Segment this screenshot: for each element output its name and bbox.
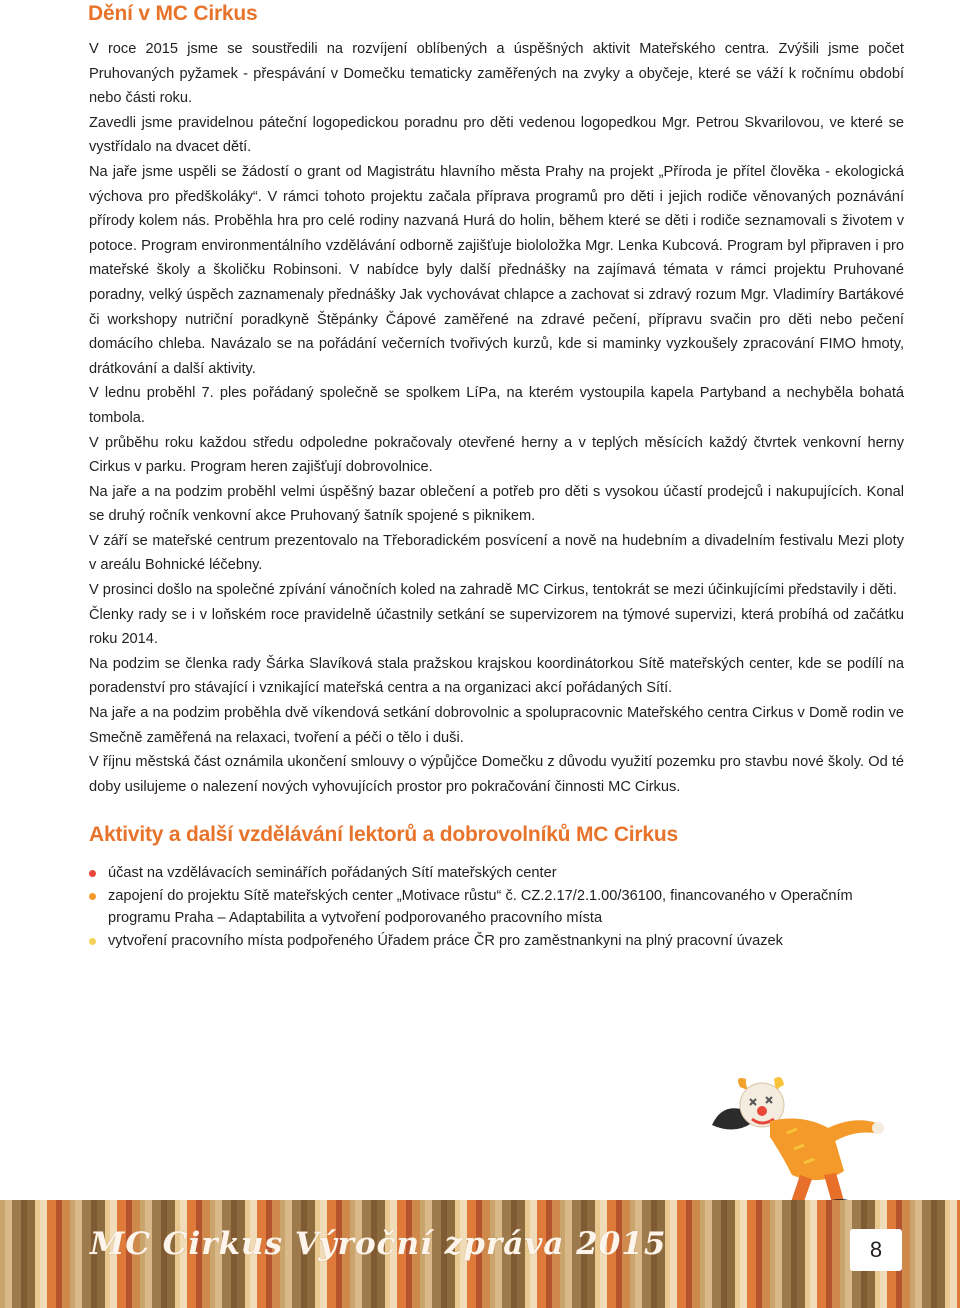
- stripe: [21, 1200, 27, 1308]
- paragraph: V roce 2015 jsme se soustředili na rozvíjení oblíbených a úspěšných aktivit Mateřského centra. Zvýšili jsme počet Pruhovaných pyžamek - přespávání v Domečku tematicky zaměřených na zvyky a obyčeje, které se váží k ročnímu období nebo části roku.: [89, 41, 904, 107]
- footer-title: MC Cirkus Výroční zpráva 2015: [90, 1226, 667, 1262]
- stripe: [826, 1200, 832, 1308]
- list-item: [89, 862, 904, 885]
- paragraph: Na jaře a na podzim proběhl velmi úspěšný bazar oblečení a potřeb pro děti s vysokou účastí prodejců i nakupujících. Konal se druhý ročník venkovní akce Pruhovaný šatník spojené s piknikem.: [89, 483, 904, 525]
- paragraph: V říjnu městská část oznámila ukončení smlouvy o výpůjčce Domečku z důvodu využití pozemku pro stavbu nové školy. Od té doby usilujeme o nalezení nových vyhovujících prostor pro pokračování činnosti MC Cirkus.: [89, 754, 904, 795]
- stripe: [35, 1200, 40, 1308]
- activity-list: [89, 862, 904, 952]
- stripe: [27, 1200, 35, 1308]
- stripe: [950, 1200, 957, 1308]
- stripe: [762, 1200, 770, 1308]
- list-item: [89, 930, 904, 953]
- paragraph: V průběhu roku každou středu odpoledne pokračovaly otevřené herny a v teplých měsících každý čtvrtek venkovní herny Cirkus v parku. Program heren zajišťují dobrovolnice.: [89, 434, 904, 476]
- paragraph: V září se mateřské centrum prezentovalo na Třeboradickém posvícení a nově na hudebním a divadelním festivalu Mezi ploty v areálu Bohnické léčebny.: [89, 532, 904, 574]
- page-number: 8: [850, 1229, 902, 1271]
- stripe: [756, 1200, 762, 1308]
- list-item-text: zapojení do projektu Sítě mateřských center „Motivace růstu“ č. CZ.2.17/2.1.00/36100, financovaného v Operačním programu Praha – Adaptabilita a vytvoření podporovaného pracovního místa: [108, 887, 853, 927]
- stripe: [721, 1200, 727, 1308]
- stripe: [770, 1200, 775, 1308]
- bullet-dot-icon: [89, 870, 96, 877]
- paragraph: V lednu proběhl 7. ples pořádaný společně se spolkem LíPa, na kterém vystoupila kapela Partyband a nechyběla bohatá tombola.: [89, 385, 904, 426]
- stripe: [922, 1200, 931, 1308]
- stripe: [832, 1200, 840, 1308]
- stripe: [62, 1200, 70, 1308]
- section-title-deni: Dění v MC Cirkus: [88, 2, 258, 25]
- stripe: [56, 1200, 62, 1308]
- stripe: [70, 1200, 75, 1308]
- stripe: [0, 1200, 5, 1308]
- paragraph: Členky rady se i v loňském roce pravidelně účastnily setkání se supervizorem na týmové supervizi, která probíhá od začátku roku 2014.: [89, 606, 904, 648]
- stripe: [692, 1200, 700, 1308]
- stripe: [686, 1200, 692, 1308]
- stripe: [791, 1200, 797, 1308]
- bullet-dot-icon: [89, 893, 96, 900]
- stripe: [712, 1200, 721, 1308]
- paragraph: V prosinci došlo na společné zpívání vánočních koled na zahradě MC Cirkus, tentokrát se mezi účinkujícími představily i děti.: [89, 582, 897, 599]
- stripe: [931, 1200, 937, 1308]
- stripe: [910, 1200, 915, 1308]
- list-item-text: účast na vzdělávacích seminářích pořádaných Sítí mateřských center: [108, 865, 557, 881]
- stripe: [700, 1200, 705, 1308]
- stripe: [840, 1200, 845, 1308]
- stripe: [805, 1200, 810, 1308]
- stripe: [810, 1200, 817, 1308]
- paragraph: Na jaře jsme uspěli se žádostí o grant od Magistrátu hlavního města Prahy na projekt „Příroda je přítel člověka - ekologická výchova pro předškoláky“. V rámci tohoto projektu začala příprava programů pro děti i jejich rodiče věnovaných poznávání přírody kolem nás. Proběhla hra pro celé rodiny nazvaná Hurá do holin, během které se děti i rodiče seznamovali s životem v potoce. Program environmentálního vzdělávání odborně zajišťuje biololožka Mgr. Lenka Kubcová. Program byl připraven i pro mateřské školy a školičku Robinsoni. V nabídce byly další přednášky na zajímavá témata v rámci projektu Pruhované poradny, velký úspěch zaznamenaly přednášky Jak vychovávat chlapce a zachovat si zdravý rozum Mgr. Vladimíry Bartákové či workshopy nutriční poradkyně Štěpánky Čápové zaměřené na zdravé pečení, přípravu svačin pro děti nebo pečení domácího chleba. Navázalo se na pořádání večerních tvořivých kurzů, kde si maminky vyzkoušely zpracování FIMO hmoty, drátkování a další aktivity.: [89, 163, 904, 377]
- stripe: [740, 1200, 747, 1308]
- stripe: [727, 1200, 735, 1308]
- stripe: [747, 1200, 756, 1308]
- stripe: [677, 1200, 686, 1308]
- stripe: [47, 1200, 56, 1308]
- stripe: [735, 1200, 740, 1308]
- stripe: [40, 1200, 47, 1308]
- stripe: [937, 1200, 945, 1308]
- stripe: [817, 1200, 826, 1308]
- stripe: [75, 1200, 82, 1308]
- stripe: [915, 1200, 922, 1308]
- list-item: [89, 885, 904, 930]
- stripe: [902, 1200, 910, 1308]
- stripe: [5, 1200, 12, 1308]
- paragraph: Na podzim se členka rady Šárka Slavíková stala pražskou krajskou koordinátorkou Sítě mateřských center, kde se podílí na poradenství pro stávající i vznikající mateřská centra a na organizaci akcí pořádaných Sítí.: [89, 655, 904, 697]
- stripe: [12, 1200, 21, 1308]
- section-title-aktivity: Aktivity a další vzdělávání lektorů a dobrovolníků MC Cirkus: [89, 823, 678, 846]
- paragraph: Na jaře a na podzim proběhla dvě víkendová setkání dobrovolnic a spolupracovnic Mateřského centra Cirkus v Domě rodin ve Smečně zaměřená na relaxaci, tvoření a péči o tělo i duši.: [89, 705, 904, 746]
- list-item-text: vytvoření pracovního místa podpořeného Úřadem práce ČR pro zaměstnankyni na plný pracovní úvazek: [108, 932, 783, 949]
- stripe: [705, 1200, 712, 1308]
- paragraph: Zavedli jsme pravidelnou páteční logopedickou poradnu pro děti vedenou logopedkou Mgr. Petrou Skvarilovou, ve které se vystřídalo na dvacet dětí.: [89, 114, 904, 156]
- stripe: [945, 1200, 950, 1308]
- stripe: [775, 1200, 782, 1308]
- bullet-dot-icon: [89, 938, 96, 945]
- section-body: [89, 37, 904, 799]
- stripe: [670, 1200, 677, 1308]
- clown-mascot-icon: [712, 1075, 887, 1210]
- stripe: [782, 1200, 791, 1308]
- stripe: [797, 1200, 805, 1308]
